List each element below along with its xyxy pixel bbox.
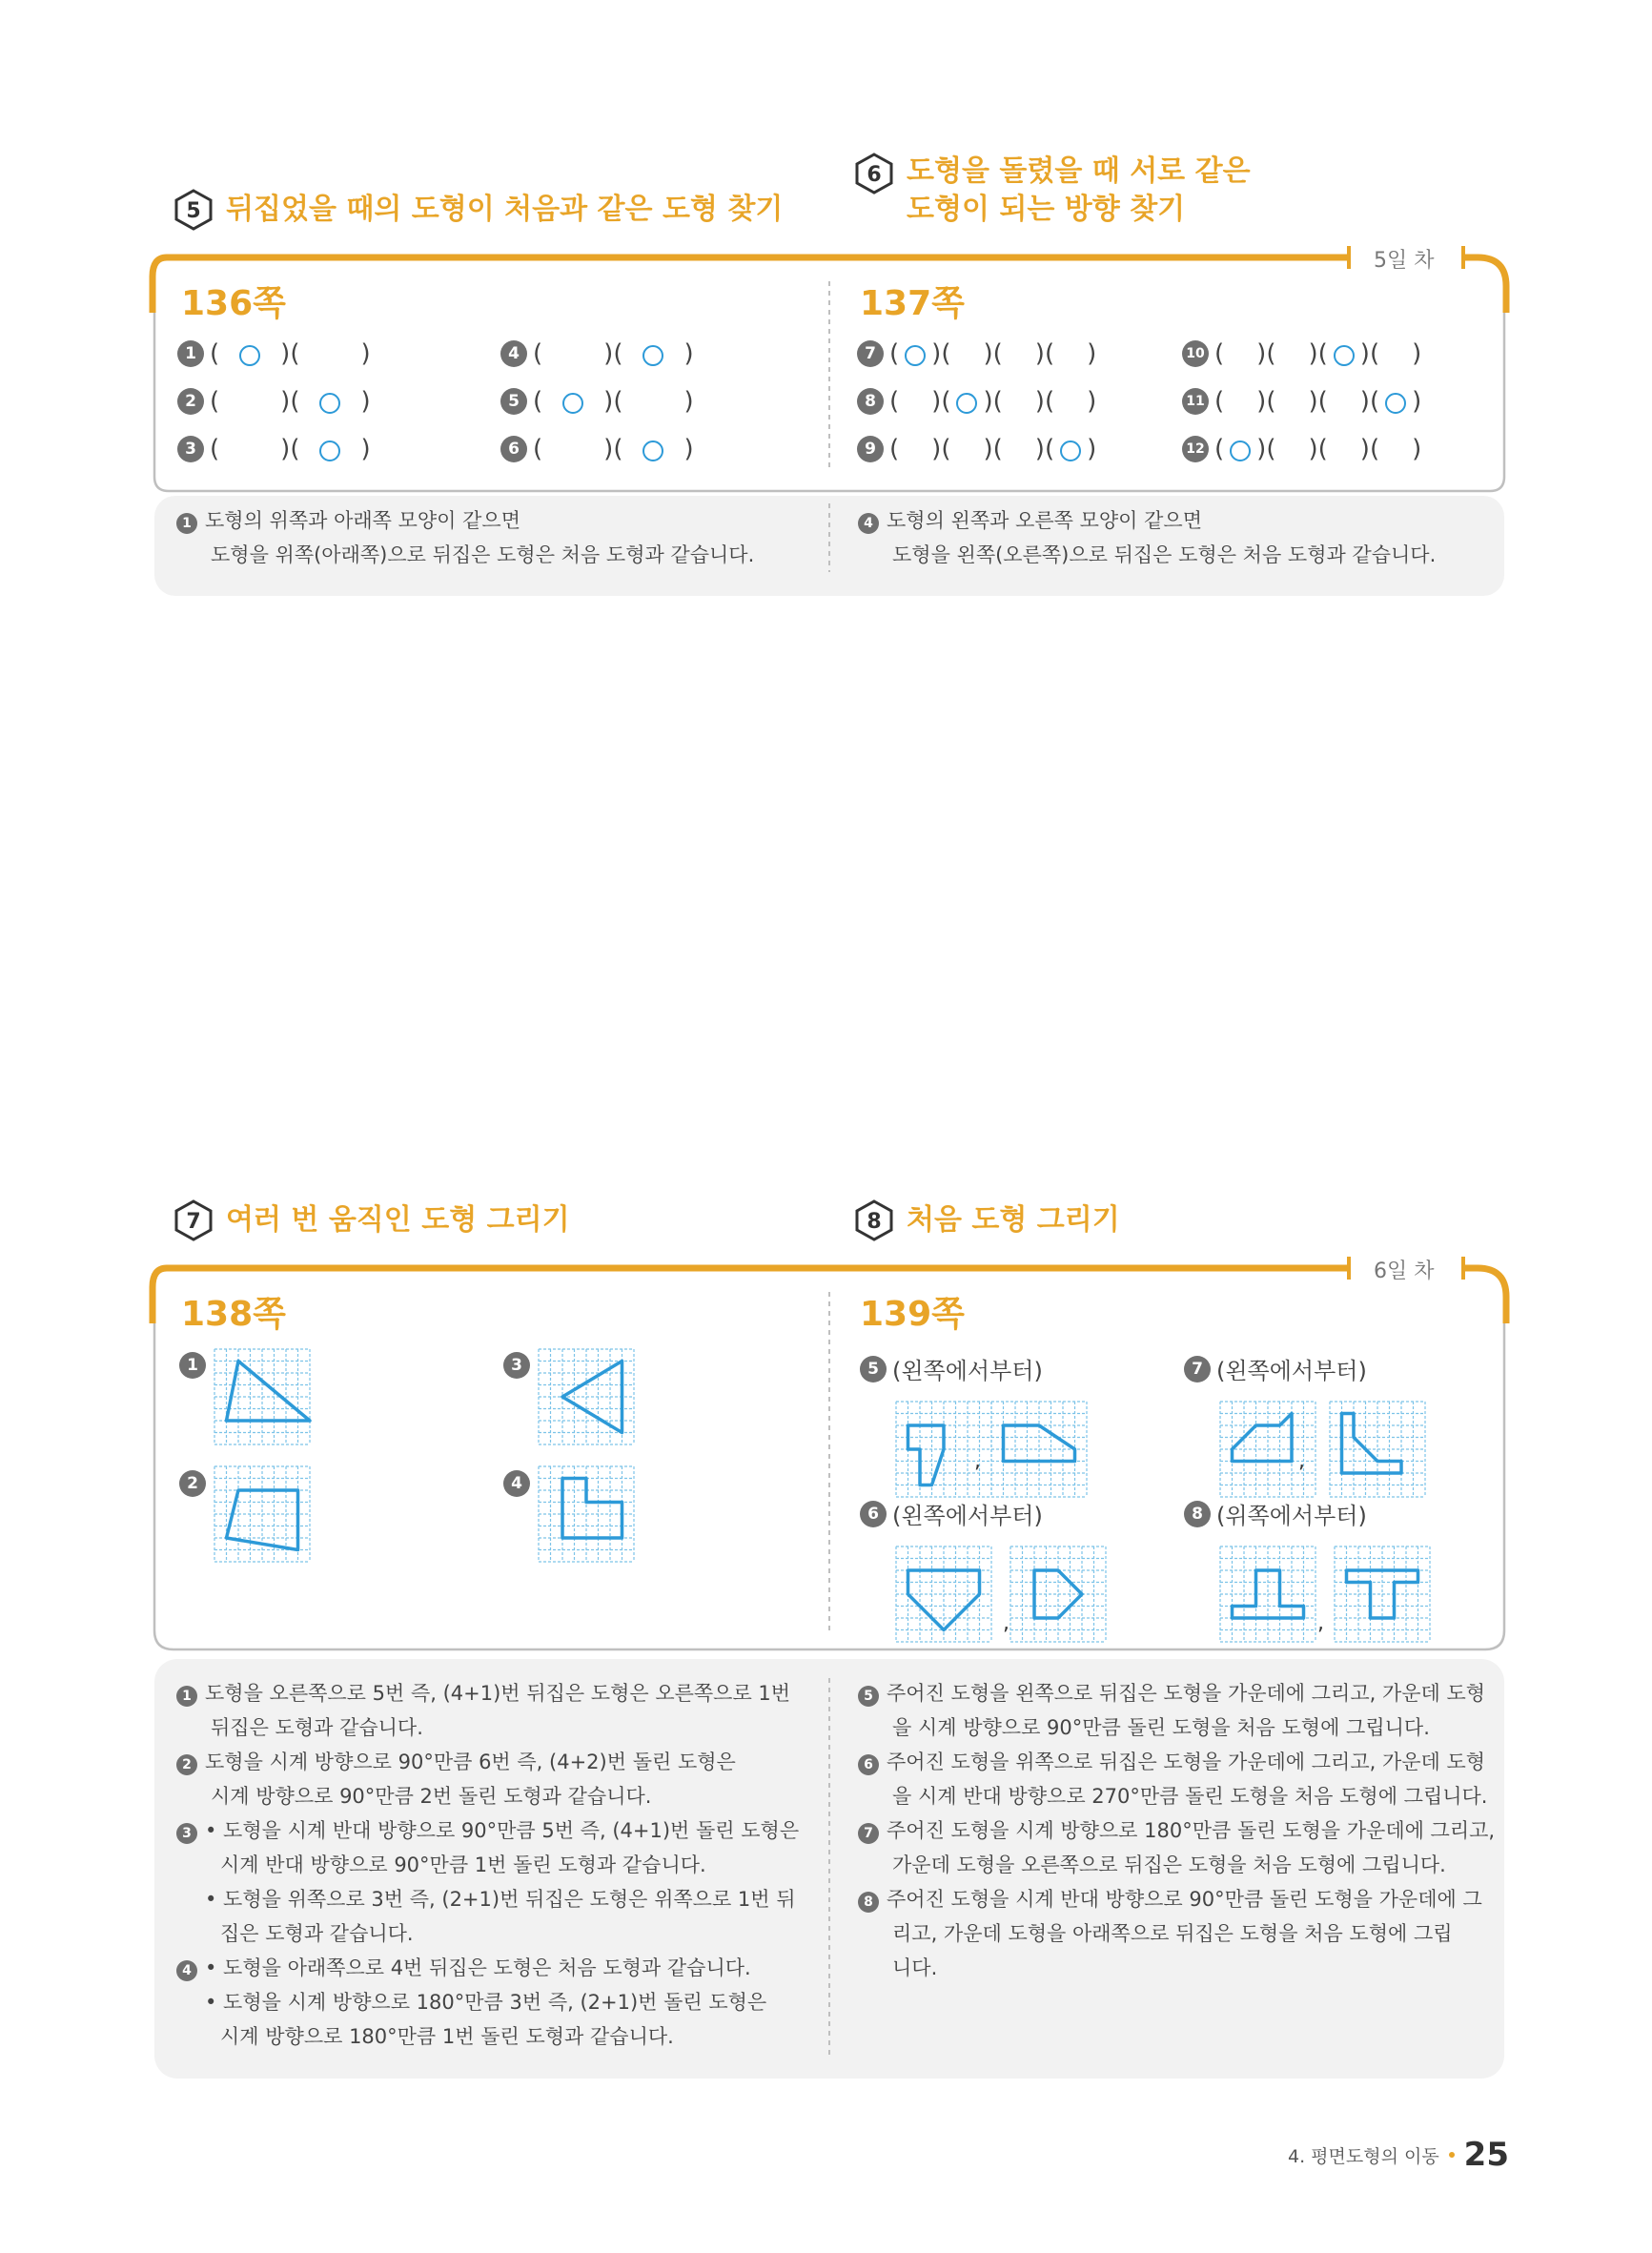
problem-number: 10 bbox=[1182, 340, 1209, 367]
problem-number: 3 bbox=[177, 436, 204, 462]
note-137: 4 도형의 왼쪽과 오른쪽 모양이 같으면 도형을 왼쪽(오른쪽)으로 뒤집은 도형은 처음 도형과 같습니다. bbox=[858, 503, 1436, 572]
answer-row: 6 ( ) ( ) bbox=[500, 435, 694, 463]
dotted-grid bbox=[896, 1546, 991, 1642]
problem-number: 4 bbox=[500, 340, 527, 367]
note-136: 1 도형의 위쪽과 아래쪽 모양이 같으면 도형을 위쪽(아래쪽)으로 뒤집은 도형은 처음 도형과 같습니다. bbox=[176, 503, 754, 572]
grid-label-4: 4 bbox=[503, 1470, 536, 1497]
answer-row: 3 ( ) ( ) bbox=[177, 435, 371, 463]
section-7-title: 여러 번 움직인 도형 그리기 bbox=[226, 1203, 570, 1237]
problem-number: 7 bbox=[857, 340, 884, 367]
dotted-grid bbox=[991, 1402, 1087, 1497]
problem-number: 2 bbox=[177, 388, 204, 415]
drawn-shape bbox=[908, 1425, 945, 1485]
label-6: 6 (왼쪽에서부터) bbox=[860, 1497, 1043, 1530]
svg-text:5: 5 bbox=[186, 199, 201, 223]
comma-7: , bbox=[1298, 1449, 1305, 1473]
dotted-grid bbox=[1220, 1546, 1315, 1642]
section-5-title: 뒤집었을 때의 도형이 처음과 같은 도형 찾기 bbox=[226, 193, 784, 226]
drawn-shape bbox=[562, 1479, 622, 1539]
answer-row: 4 ( ) ( ) bbox=[500, 339, 694, 368]
grid-label-3: 3 bbox=[503, 1352, 536, 1379]
answer-row: 5 ( ) ( ) bbox=[500, 387, 694, 416]
dotted-grid bbox=[896, 1402, 991, 1497]
dotted-grid bbox=[214, 1466, 310, 1562]
page-139-title: 139쪽 bbox=[860, 1295, 965, 1334]
problem-number: 1 bbox=[177, 340, 204, 367]
page-footer bbox=[1288, 2136, 1509, 2174]
page-138-title: 138쪽 bbox=[181, 1295, 286, 1334]
problem-number: 12 bbox=[1182, 436, 1209, 462]
day-label-6: 6일 차 bbox=[1374, 1260, 1435, 1283]
page-136-title: 136쪽 bbox=[181, 284, 286, 323]
answer-row: 12 ( ) ( ) ( ) ( ) bbox=[1182, 435, 1421, 463]
label-7: 7 (왼쪽에서부터) bbox=[1184, 1352, 1367, 1385]
notes-138: 1 도형을 오른쪽으로 5번 즉, (4+1)번 뒤집은 도형은 오른쪽으로 1번 뒤집은 도형과 같습니다. 2 도형을 시계 방향으로 90°만큼 6번 즉, (4+2)번 돌린 도형은 시계 방향으로 90°만큼 2번 돌린 도형과 같습니다. 3 • 도형을 시계 반대 방향으로 90°만큼 5번 즉, (4+1)번 돌린 도형은 시계 반대 방향으로 90°만큼 1번 돌린 도형과 같습니다. • 도형을 위쪽으로 3번 즉, (2+1)번 뒤집은 도형은 위쪽으로 1번 뒤 집은 도형과 같습니다. 4 • 도형을 아래쪽으로 4번 뒤집은 도형은 처음 도형과 같습니다. • 도형을 시계 방향으로 180°만큼 3번 즉, (2+1)번 돌린 도형은 시계 방향으로 180°만큼 1번 돌린 도형과 같습니다. bbox=[176, 1676, 799, 2054]
problem-number: 8 bbox=[857, 388, 884, 415]
answer-row: 11 ( ) ( ) ( ) ( ) bbox=[1182, 387, 1421, 416]
chapter-label: 4. 평면도형의 이동 bbox=[1287, 2145, 1439, 2167]
comma-5: , bbox=[974, 1449, 981, 1473]
grid-label-2: 2 bbox=[179, 1470, 212, 1497]
drawn-shape bbox=[1342, 1414, 1402, 1474]
answer-row: 2 ( ) ( ) bbox=[177, 387, 371, 416]
problem-number: 5 bbox=[500, 388, 527, 415]
label-8: 8 (위쪽에서부터) bbox=[1184, 1497, 1367, 1530]
notes-139: 5 주어진 도형을 왼쪽으로 뒤집은 도형을 가운데에 그리고, 가운데 도형 을 시계 방향으로 90°만큼 돌린 도형을 처음 도형에 그립니다. 6 주어진 도형을 위쪽으로 뒤집은 도형을 가운데에 그리고, 가운데 도형 을 시계 반대 방향으로 270°만큼 돌린 도형을 처음 도형에 그립니다. 7 주어진 도형을 시계 방향으로 180°만큼 돌린 도형을 가운데에 그리고, 가운데 도형을 오른쪽으로 뒤집은 도형을 처음 도형에 그립니다. 8 주어진 도형을 시계 반대 방향으로 90°만큼 돌린 도형을 가운데에 그 리고, 가운데 도형을 아래쪽으로 뒤집은 도형을 처음 도형에 그립 니다. bbox=[858, 1676, 1495, 1985]
svg-text:8: 8 bbox=[867, 1210, 882, 1234]
svg-text:6: 6 bbox=[867, 163, 882, 187]
answer-row: 7 ( ) ( ) ( ) ( ) bbox=[857, 339, 1096, 368]
dotted-grid bbox=[214, 1349, 310, 1444]
dotted-grid bbox=[539, 1466, 634, 1562]
answer-row: 1 ( ) ( ) bbox=[177, 339, 371, 368]
bullet-dot-icon bbox=[1449, 2152, 1455, 2158]
svg-text:7: 7 bbox=[186, 1210, 201, 1234]
dotted-grid bbox=[1010, 1546, 1106, 1642]
section-6-title-line1: 도형을 돌렸을 때 서로 같은 bbox=[907, 154, 1251, 188]
comma-6: , bbox=[1003, 1611, 1010, 1635]
day-label-5: 5일 차 bbox=[1374, 249, 1435, 273]
section-6-title-line2: 도형이 되는 방향 찾기 bbox=[907, 193, 1186, 226]
answer-row: 8 ( ) ( ) ( ) ( ) bbox=[857, 387, 1096, 416]
section-8-title: 처음 도형 그리기 bbox=[907, 1203, 1120, 1237]
dotted-grid bbox=[1330, 1402, 1425, 1497]
grid-label-1: 1 bbox=[179, 1352, 212, 1379]
comma-8: , bbox=[1317, 1611, 1324, 1635]
dotted-grid bbox=[1335, 1546, 1430, 1642]
problem-number: 9 bbox=[857, 436, 884, 462]
problem-number: 6 bbox=[500, 436, 527, 462]
answer-row: 10 ( ) ( ) ( ) ( ) bbox=[1182, 339, 1421, 368]
label-5: 5 (왼쪽에서부터) bbox=[860, 1352, 1043, 1385]
problem-number: 11 bbox=[1182, 388, 1209, 415]
dotted-grid bbox=[539, 1349, 634, 1444]
page-137-title: 137쪽 bbox=[860, 284, 965, 323]
drawn-shape bbox=[227, 1362, 311, 1422]
dotted-grid bbox=[1220, 1402, 1315, 1497]
page-number: 25 bbox=[1463, 2136, 1509, 2174]
answer-row: 9 ( ) ( ) ( ) ( ) bbox=[857, 435, 1096, 463]
